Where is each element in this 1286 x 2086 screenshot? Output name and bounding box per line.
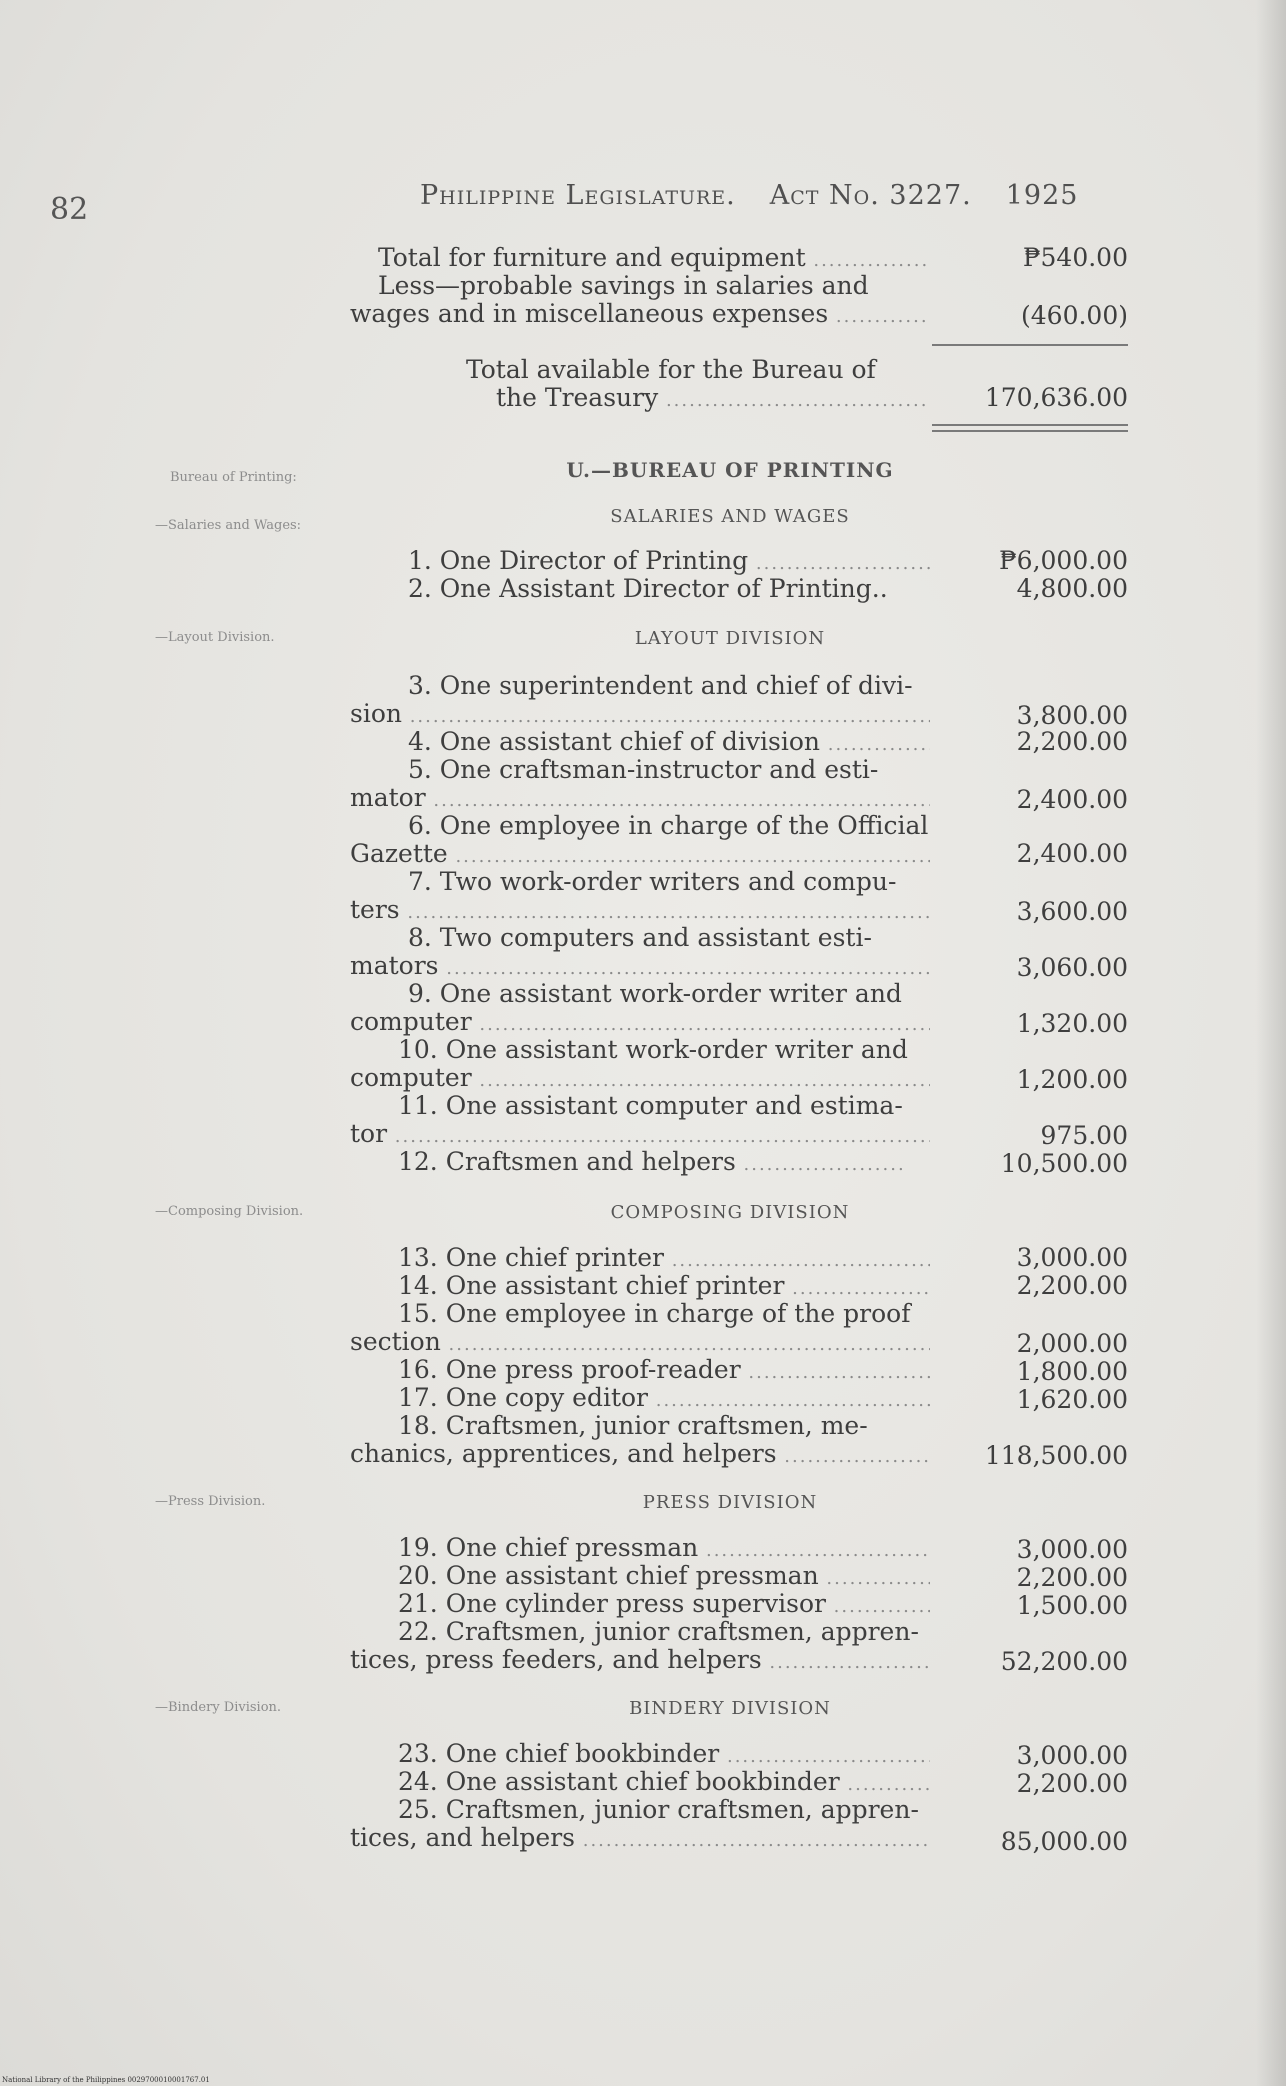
item-22: tices, press feeders, and helpers ..... [350, 1646, 930, 1677]
item-7-amount: 3,600.00 [1016, 897, 1128, 926]
margin-note-press: —Press Division. [155, 1494, 266, 1509]
item-17-amount: 1,620.00 [1016, 1385, 1128, 1414]
less-savings-amount: (460.00) [1021, 301, 1128, 330]
running-head-title: Philippine Legislature. [420, 180, 736, 211]
page-edge-shadow [1256, 0, 1286, 2086]
total-available-line2: the Treasury ..... [496, 384, 930, 415]
total-double-rule [932, 424, 1128, 432]
item-18: chanics, apprentices, and helpers ..... [350, 1440, 930, 1471]
composing-division-heading: COMPOSING DIVISION [610, 1202, 850, 1223]
less-savings-line1: Less—probable savings in salaries and [378, 272, 869, 300]
item-25: tices, and helpers ..... [350, 1824, 930, 1855]
item-22-amount: 52,200.00 [1000, 1647, 1128, 1676]
scan-footer: National Library of the Philippines 0029700010001767.01 [2, 2076, 210, 2084]
item-1: 1. One Director of Printing ..... [408, 547, 930, 578]
item-7: ters ..... [350, 896, 930, 927]
item-6: Gazette ..... [350, 840, 930, 871]
item-5-amount: 2,400.00 [1016, 785, 1128, 814]
item-12-amount: 10,500.00 [1000, 1149, 1128, 1178]
item-23-amount: 3,000.00 [1016, 1741, 1128, 1770]
item-10-line1: 10. One assistant work-order writer and [398, 1036, 908, 1064]
item-14: 14. One assistant chief printer ..... [398, 1272, 930, 1303]
item-3-amount: 3,800.00 [1016, 701, 1128, 730]
item-5-line1: 5. One craftsman-instructor and esti- [408, 756, 879, 784]
item-16-amount: 1,800.00 [1016, 1357, 1128, 1386]
total-available-line1: Total available for the Bureau of [466, 356, 876, 384]
page-number: 82 [50, 192, 89, 227]
subtotal-rule [932, 344, 1128, 346]
margin-note-salaries: —Salaries and Wages: [155, 518, 302, 533]
furniture-total-amount: ₱540.00 [1022, 243, 1128, 272]
item-9-line1: 9. One assistant work-order writer and [408, 980, 902, 1008]
item-14-amount: 2,200.00 [1016, 1271, 1128, 1300]
item-2-amount: 4,800.00 [1016, 574, 1128, 603]
margin-note-composing: —Composing Division. [155, 1204, 304, 1219]
item-19: 19. One chief pressman ..... [398, 1534, 930, 1565]
total-available-amount: 170,636.00 [984, 383, 1128, 412]
item-13-amount: 3,000.00 [1016, 1243, 1128, 1272]
item-22-line1: 22. Craftsmen, junior craftsmen, appren- [398, 1618, 919, 1646]
item-23: 23. One chief bookbinder ..... [398, 1740, 930, 1771]
running-head [420, 180, 1078, 211]
item-9-amount: 1,320.00 [1016, 1009, 1128, 1038]
item-17: 17. One copy editor ..... [398, 1384, 930, 1415]
item-12: 12. Craftsmen and helpers ..... [398, 1148, 902, 1179]
item-8-amount: 3,060.00 [1016, 953, 1128, 982]
item-15: section ..... [350, 1328, 930, 1359]
running-head-act: Act No. 3227. [769, 180, 972, 211]
item-5: mator ..... [350, 784, 930, 815]
layout-division-heading: LAYOUT DIVISION [634, 628, 826, 649]
item-18-line1: 18. Craftsmen, junior craftsmen, me- [398, 1412, 868, 1440]
section-subtitle: SALARIES AND WAGES [610, 506, 850, 527]
margin-note-bureau: Bureau of Printing: [170, 470, 297, 485]
item-6-amount: 2,400.00 [1016, 839, 1128, 868]
item-18-amount: 118,500.00 [984, 1441, 1128, 1470]
item-21: 21. One cylinder press supervisor ..... [398, 1590, 930, 1621]
press-division-heading: PRESS DIVISION [642, 1492, 818, 1513]
margin-note-layout: —Layout Division. [155, 630, 275, 645]
item-25-amount: 85,000.00 [1000, 1827, 1128, 1856]
item-9: computer ..... [350, 1008, 930, 1039]
item-20-amount: 2,200.00 [1016, 1563, 1128, 1592]
item-8-line1: 8. Two computers and assistant esti- [408, 924, 872, 952]
item-16: 16. One press proof-reader ..... [398, 1356, 930, 1387]
item-21-amount: 1,500.00 [1016, 1591, 1128, 1620]
item-15-amount: 2,000.00 [1016, 1329, 1128, 1358]
bindery-division-heading: BINDERY DIVISION [629, 1698, 831, 1719]
item-10-amount: 1,200.00 [1016, 1065, 1128, 1094]
item-11: tor ..... [350, 1120, 930, 1151]
margin-note-bindery: —Bindery Division. [155, 1700, 282, 1715]
item-4: 4. One assistant chief of division ..... [408, 728, 930, 759]
item-1-amount: ₱6,000.00 [999, 546, 1128, 575]
item-15-line1: 15. One employee in charge of the proof [398, 1300, 911, 1328]
item-13: 13. One chief printer ..... [398, 1244, 930, 1275]
item-11-line1: 11. One assistant computer and estima- [398, 1092, 903, 1120]
item-8: mators ..... [350, 952, 930, 983]
item-4-amount: 2,200.00 [1016, 727, 1128, 756]
item-7-line1: 7. Two work-order writers and compu- [408, 868, 897, 896]
item-24: 24. One assistant chief bookbinder ..... [398, 1768, 930, 1799]
section-title: U.—BUREAU OF PRINTING [566, 458, 894, 482]
item-6-line1: 6. One employee in charge of the Official [408, 812, 929, 840]
item-3: sion ..... [350, 700, 930, 731]
item-20: 20. One assistant chief pressman ..... [398, 1562, 930, 1593]
item-19-amount: 3,000.00 [1016, 1535, 1128, 1564]
item-25-line1: 25. Craftsmen, junior craftsmen, appren- [398, 1796, 919, 1824]
item-24-amount: 2,200.00 [1016, 1769, 1128, 1798]
furniture-total-label: Total for furniture and equipment ..... [378, 244, 930, 275]
item-11-amount: 975.00 [1040, 1121, 1128, 1150]
item-2: 2. One Assistant Director of Printing.. [408, 575, 888, 603]
item-10: computer ..... [350, 1064, 930, 1095]
less-savings-line2: wages and in miscellaneous expenses ..... [350, 300, 930, 331]
running-head-year: 1925 [1005, 180, 1079, 211]
item-3-line1: 3. One superintendent and chief of divi- [408, 672, 913, 700]
